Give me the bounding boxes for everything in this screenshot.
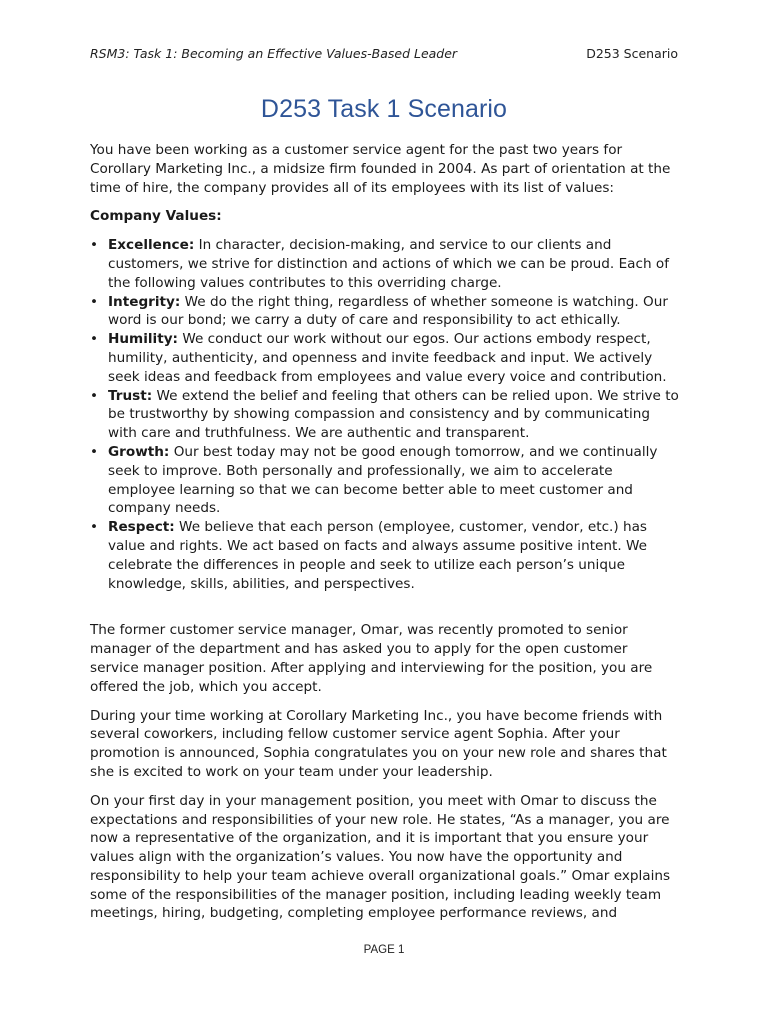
paragraph-sophia: During your time working at Corollary Marketing Inc., you have become friends with several coworkers, including fellow customer service agent Sophia. After your promotion is announced, Sophia congratulates you on your new role and shares that she is excited to work on your team under your leadership. [90,707,667,780]
list-item [90,236,680,292]
value-term: Integrity: [108,293,181,310]
intro-paragraph: You have been working as a customer service agent for the past two years for Corollary Marketing Inc., a midsize firm founded in 2004. As part of orientation at the time of hire, the company provides all of its employees with its list of values: [90,142,671,196]
paragraph-first-day: On your first day in your management position, you meet with Omar to discuss the expectations and responsibilities of your new role. He states, “As a manager, you are now a representative of the organization, and it is important that you ensure your values align with the organization’s values. You now have the opportunity and responsibility to help your team achieve overall organizational goals.” Omar explains some of the responsibilities of the manager position, including leading weekly team meetings, hiring, budgeting, completing employee performance reviews, and [90,792,671,922]
value-text: In character, decision-making, and service to our clients and customers, we strive for distinction and actions of which we can be proud. Each of the following values contributes to this overriding charge. [108,237,670,291]
value-term: Humility: [108,331,178,348]
document-page [90,0,678,1024]
value-term: Trust: [108,387,153,404]
value-term: Growth: [108,443,170,460]
value-term: Respect: [108,519,175,536]
bullet-icon: • [90,237,99,254]
value-text: We extend the belief and feeling that others can be relied upon. We strive to be trustworthy by showing compassion and consistency and by communicating with care and truthfulness. We are authentic and transparent. [108,387,679,442]
values-list [90,236,680,593]
paragraph-omar-promotion: The former customer service manager, Omar, was recently promoted to senior manager of the department and has asked you to apply for the open customer service manager position. After applying and interviewing for the position, you are offered the job, which you accept. [90,622,653,695]
header-left: RSM3: Task 1: Becoming an Effective Values-Based Leader [90,46,458,61]
value-text: We believe that each person (employee, customer, vendor, etc.) has value and rights. We act based on facts and always assume positive intent. We celebrate the differences in people and seek to utilize each person’s unique knowledge, skills, abilities, and perspectives. [108,519,648,592]
list-item [90,387,680,443]
value-text: Our best today may not be good enough tomorrow, and we continually seek to improve. Both personally and professionally, we aim to accelerate employee learning so that we can become better able to meet customer and company needs. [108,443,658,517]
list-item [90,443,680,518]
page-header [90,46,678,61]
value-text: We conduct our work without our egos. Our actions embody respect, humility, authenticity, and openness and invite feedback and input. We actively seek ideas and feedback from employees and value every voice and contribution. [108,331,667,385]
bullet-icon: • [90,443,99,460]
page-title: D253 Task 1 Scenario [260,95,508,123]
document-body [90,141,680,933]
list-item [90,330,680,386]
values-heading: Company Values: [90,208,222,225]
bullet-icon: • [90,387,99,404]
bullet-icon: • [90,293,99,310]
header-right: D253 Scenario [586,46,678,61]
value-term: Excellence: [108,237,195,254]
bullet-icon: • [90,519,99,536]
value-text: We do the right thing, regardless of whether someone is watching. Our word is our bond; we carry a duty of care and responsibility to act ethically. [108,293,668,329]
page-footer: PAGE 1 [363,944,405,956]
list-item [90,518,680,593]
bullet-icon: • [90,331,99,348]
list-item [90,293,680,331]
